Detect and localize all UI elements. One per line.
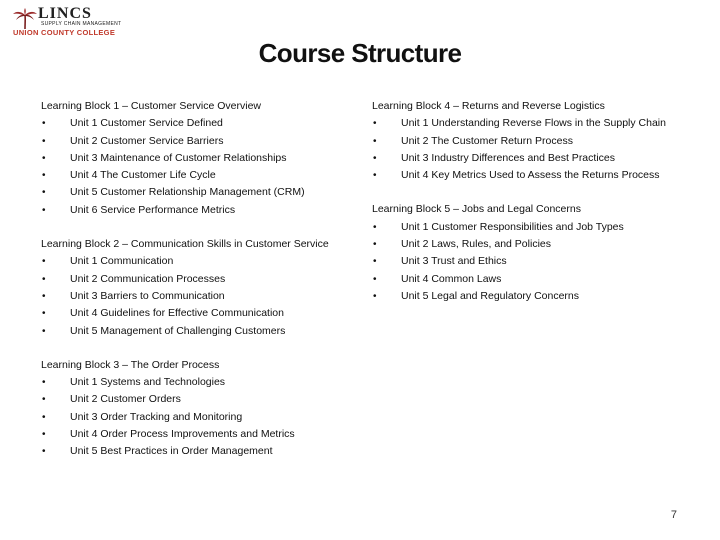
list-item — [372, 115, 707, 132]
list-item — [41, 115, 361, 132]
learning-block-5 — [372, 201, 707, 305]
unit-label: Unit 3 Trust and Ethics — [401, 255, 507, 268]
bullet-icon: • — [373, 273, 377, 285]
unit-label: Unit 1 Customer Service Defined — [70, 117, 223, 130]
list-item — [372, 167, 707, 184]
list-item — [41, 391, 361, 408]
unit-label: Unit 2 Laws, Rules, and Policies — [401, 238, 551, 251]
bullet-icon: • — [373, 118, 377, 130]
list-item — [41, 288, 361, 305]
unit-label: Unit 1 Understanding Reverse Flows in the Supply Chain — [401, 117, 666, 130]
unit-label: Unit 1 Communication — [70, 255, 174, 268]
list-item — [372, 133, 707, 150]
unit-label: Unit 5 Management of Challenging Customers — [70, 324, 286, 337]
block-title: Learning Block 2 – Communication Skills in Customer Service — [41, 238, 329, 251]
lincs-logo — [12, 5, 124, 37]
learning-block-1 — [41, 98, 361, 219]
bullet-icon: • — [42, 325, 46, 337]
unit-label: Unit 4 Key Metrics Used to Assess the Returns Process — [401, 169, 660, 182]
page-title: Course Structure — [258, 38, 462, 68]
bullet-icon: • — [373, 290, 377, 302]
unit-label: Unit 5 Legal and Regulatory Concerns — [401, 289, 580, 302]
unit-label: Unit 4 Common Laws — [401, 272, 502, 285]
bullet-icon: • — [42, 273, 46, 285]
bullet-icon: • — [373, 239, 377, 251]
bullet-icon: • — [42, 411, 46, 423]
bullet-icon: • — [373, 170, 377, 182]
unit-label: Unit 3 Barriers to Communication — [70, 289, 225, 302]
list-item — [372, 253, 707, 270]
list-item — [41, 409, 361, 426]
list-item — [372, 236, 707, 253]
unit-label: Unit 3 Maintenance of Customer Relationships — [70, 151, 287, 164]
block-title: Learning Block 1 – Customer Service Overview — [41, 100, 262, 112]
bullet-icon: • — [373, 135, 377, 147]
bullet-icon: • — [42, 187, 46, 199]
bullet-icon: • — [42, 170, 46, 182]
unit-label: Unit 2 Communication Processes — [70, 272, 226, 285]
list-item — [41, 443, 361, 460]
bullet-icon: • — [42, 135, 46, 147]
unit-label: Unit 5 Best Practices in Order Management — [70, 445, 273, 458]
list-item — [372, 219, 707, 236]
list-item — [372, 271, 707, 288]
unit-list — [41, 115, 361, 219]
list-item — [41, 253, 361, 270]
list-item — [372, 150, 707, 167]
block-title: Learning Block 5 – Jobs and Legal Concerns — [372, 203, 581, 216]
unit-label: Unit 2 Customer Orders — [70, 393, 181, 406]
bullet-icon: • — [373, 152, 377, 164]
list-item — [41, 167, 361, 184]
unit-label: Unit 4 The Customer Life Cycle — [70, 169, 216, 182]
right-column — [372, 98, 707, 322]
unit-label: Unit 3 Order Tracking and Monitoring — [70, 410, 243, 423]
list-item — [41, 323, 361, 340]
bullet-icon: • — [42, 446, 46, 458]
list-item — [41, 133, 361, 150]
unit-list — [41, 253, 361, 339]
list-item — [41, 150, 361, 167]
bullet-icon: • — [42, 308, 46, 320]
unit-list — [372, 219, 707, 305]
list-item — [41, 271, 361, 288]
learning-block-3 — [41, 357, 361, 461]
learning-block-2 — [41, 236, 361, 340]
block-title: Learning Block 3 – The Order Process — [41, 358, 220, 371]
bullet-icon: • — [42, 256, 46, 268]
bullet-icon: • — [373, 256, 377, 268]
unit-label: Unit 6 Service Performance Metrics — [70, 203, 236, 216]
list-item — [41, 426, 361, 443]
logo-college-name: UNION COUNTY COLLEGE — [13, 28, 116, 37]
logo-wordmark: LINCS — [38, 5, 92, 22]
unit-label: Unit 4 Order Process Improvements and Metrics — [70, 428, 295, 441]
unit-label: Unit 1 Systems and Technologies — [70, 376, 226, 389]
unit-label: Unit 2 The Customer Return Process — [401, 134, 573, 147]
list-item — [41, 374, 361, 391]
bullet-icon: • — [42, 429, 46, 441]
unit-label: Unit 4 Guidelines for Effective Communication — [70, 307, 284, 320]
palm-tree-icon — [12, 8, 38, 30]
unit-label: Unit 3 Industry Differences and Best Practices — [401, 151, 615, 164]
bullet-icon: • — [42, 152, 46, 164]
logo-subtitle: SUPPLY CHAIN MANAGEMENT — [41, 21, 122, 27]
page-number: 7 — [670, 509, 677, 521]
learning-block-4 — [372, 98, 707, 184]
unit-label: Unit 5 Customer Relationship Management (CRM) — [70, 186, 305, 199]
unit-label: Unit 2 Customer Service Barriers — [70, 134, 224, 147]
bullet-icon: • — [373, 221, 377, 233]
list-item — [41, 305, 361, 322]
list-item — [41, 184, 361, 201]
list-item — [41, 202, 361, 219]
left-column — [41, 98, 361, 478]
bullet-icon: • — [42, 290, 46, 302]
bullet-icon: • — [42, 204, 46, 216]
bullet-icon: • — [42, 118, 46, 130]
list-item — [372, 288, 707, 305]
block-title: Learning Block 4 – Returns and Reverse Logistics — [372, 100, 605, 112]
unit-list — [372, 115, 707, 184]
bullet-icon: • — [42, 394, 46, 406]
unit-list — [41, 374, 361, 460]
bullet-icon: • — [42, 377, 46, 389]
unit-label: Unit 1 Customer Responsibilities and Job Types — [401, 220, 624, 233]
